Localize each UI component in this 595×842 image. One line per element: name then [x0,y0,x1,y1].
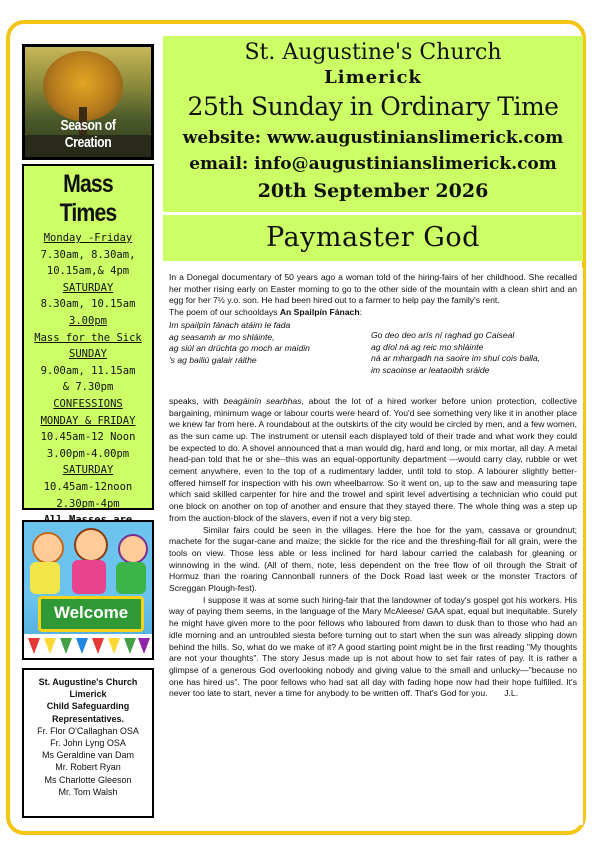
paragraph-1 [169,396,577,525]
mass-time-line: CONFESSIONS [53,397,123,410]
poem-line: Go deo deo arís ní raghad go Caiseal [371,329,515,340]
mass-time-line: 10.15am,& 4pm [46,265,130,278]
child-body [116,562,146,594]
para1-rest: , about the lot of a hired worker before union protection, collective bargaining, minimum wage or labour courts were heard of. You'd see something very like it in another place we knew far from here. A roundabout at the outskirts of the city would be circled by men, and a few women, as the sun came up. The instrument or utensil each displayed told of their trade and what work they could be expected to do. A shovel announced that a man would dig, hard and long, or mix mortar, all day. A metal head-pan told that he or she--this was an equal-opportunity department ---would carry clay, rubble or wet cement anywhere, even to the top of a rudimentary ladder, until told to stop. A labourer slightly better-offered himself for inspection with his own wheelbarrow. So it went on, up to the saw and measuring tape which said skilled carpenter for hire and the trowel and spirit level advertising a technician who could put one block on another on top of another and ensure that they stayed there. The whole thing was a step up from the auction-block of the slavers, even if not a very big step. [169,395,577,523]
safeguarding-representative: Ms Geraldine van Dam [41,750,135,761]
child-body [72,560,106,594]
poem-line: Im spailpín fánach atáim le fada [169,319,291,330]
safeguarding-representative: Fr. John Lyng OSA [50,738,126,749]
safeguarding-title-line: St. Augustine's Church [38,677,138,687]
paragraph-3 [169,595,577,700]
mass-time-line: 8.30am, 10.15am [40,298,136,311]
safeguarding-title-line: Representatives. [51,713,125,724]
poem-line: 's ag bailiú galair ráithe [169,354,257,365]
season-label: Season of Creation [60,117,116,151]
poem-title: An Spailpín Fánach [279,307,360,318]
safeguarding-title [24,676,152,725]
poem-line: ag siúl an drúchta go moch ar maidin [169,343,310,354]
poem-column-2 [371,330,577,377]
para3-text: I suppose it was at some such hiring-fair that the landowner of today's gospel got his workers. His way of paying them seems, in the language of the Mary McAleese/ GAA spat, equal but inequitable. Surely he might have given more to the poor fellows who laboured from dawn to dusk than to those who had an idle morning and an untroubled siesta before turning out to start when the sun was already slipping down behind the hills. So, what do we make of it? A good starting point might be in the first reading "My thoughts are not your thoughts". The story Jesus made up is not about how to set fair rates of pay. It is rather a glimpse of a generous God overlooking nobody and giving value to the small and unlucky—"because no one has hired us". The poor fellows who had sat all day with fading hope now had their hope fulfilled. It's never too late to start, never a time for anybody to be written off. That's God for you. [169,594,577,699]
article-body [163,268,583,825]
season-of-creation-image [22,44,154,160]
bunting-flags-icon [24,634,152,660]
para1-italic: beagáinín searbhas [223,395,302,406]
article-title: Paymaster God [163,215,583,261]
child-face-icon [74,528,108,562]
mass-time-line: & 7.30pm [62,381,114,394]
mass-time-line: 10.45am-12 Noon [40,431,136,444]
intro-paragraph: In a Donegal documentary of 50 years ago a woman told of the hiring-fairs of her childhood. She recalled her mother rising early on Easter morning to go to the other side of the mountain with a clean shirt and an egg for her 7½ y.o. son. He had been hired out to a farmer to help pay the family's rent. [169,272,577,306]
safeguarding-names [24,725,152,798]
safeguarding-box [22,668,154,818]
church-name: St. Augustine's Church [244,40,502,65]
mass-time-line: 3.00pm-4.00pm [46,447,130,460]
welcome-sign: Welcome [38,596,144,632]
mass-time-line: 2.30pm-4pm [56,497,120,510]
signature: J.L. [504,688,519,699]
safeguarding-representative: Fr. Flor O'Callaghan OSA [37,725,139,736]
bunting [24,634,152,660]
poem-intro: The poem of our schooldays [169,307,278,318]
safeguarding-representative: Ms Charlotte Gleeson [44,774,132,785]
mass-time-line: 10.45am-12noon [43,480,133,493]
date-line: 20th September 2026 [257,180,489,202]
poem-line: im scaoinse ar leataoibh sráide [371,364,490,375]
mass-time-line: 7.30am, 8.30am, [40,248,136,261]
website-line: website: www.augustinianslimerick.com [182,128,564,148]
child-face-icon [118,534,148,564]
church-city: Limerick [324,67,422,88]
mass-time-line: 3.00pm [69,314,107,327]
safeguarding-representative: Mr. Robert Ryan [55,762,121,773]
mass-time-line: 9.00am, 11.15am [40,364,136,377]
mass-time-line: SATURDAY [62,464,114,477]
safeguarding-title-line: Child Safeguarding [46,701,130,712]
poem-line: ná ar mhargadh na saoire im shuí cois balla, [371,353,541,364]
liturgical-occasion: 25th Sunday in Ordinary Time [187,92,559,121]
poem-intro-line: The poem of our schooldays An Spailpín Fánach: [169,307,362,318]
paragraph-2: Similar fairs could be seen in the villages. Here the hoe for the yam, cassava or groundnut; machete for the sugar-cane and maize; the sickle for the rice and the threshing-flail for all grain, were the tools on view. Those less able or less inclined for hard labour carried the calabash for gleaning or winnowing in the wind. (All of them, note, less dependent on the free flow of oil through the Strait of Hormuz than the roaring Cannonball runners of the Dock Road last week or the monster Tractors of Screggan Plough-fest). [169,524,577,594]
mass-times-list [24,230,152,562]
safeguarding-title-line: Limerick [69,689,107,700]
mass-time-line: Monday -Friday [43,232,133,244]
mass-times-box [22,164,154,510]
mass-time-line: MONDAY & FRIDAY [40,414,136,427]
poem-line: ag díol ná ag reic mo shláinte [371,341,484,352]
child-face-icon [32,532,64,564]
safeguarding-representative: Mr. Tom Walsh [58,786,118,797]
poem [169,320,577,396]
header-panel [163,36,583,212]
poem-column-1 [169,320,369,367]
mass-times-heading: Mass Times [59,170,117,227]
email-line: email: info@augustinianslimerick.com [189,154,557,174]
poem-line: ag seasamh ar mo shláinte, [169,331,275,342]
mass-time-line: SATURDAY [62,281,114,294]
mass-time-line: Mass for the Sick [34,331,142,344]
mass-time-line: SUNDAY [69,348,107,361]
child-body [30,562,60,594]
para1-start: speaks, with [169,395,219,406]
welcome-image [22,520,154,660]
